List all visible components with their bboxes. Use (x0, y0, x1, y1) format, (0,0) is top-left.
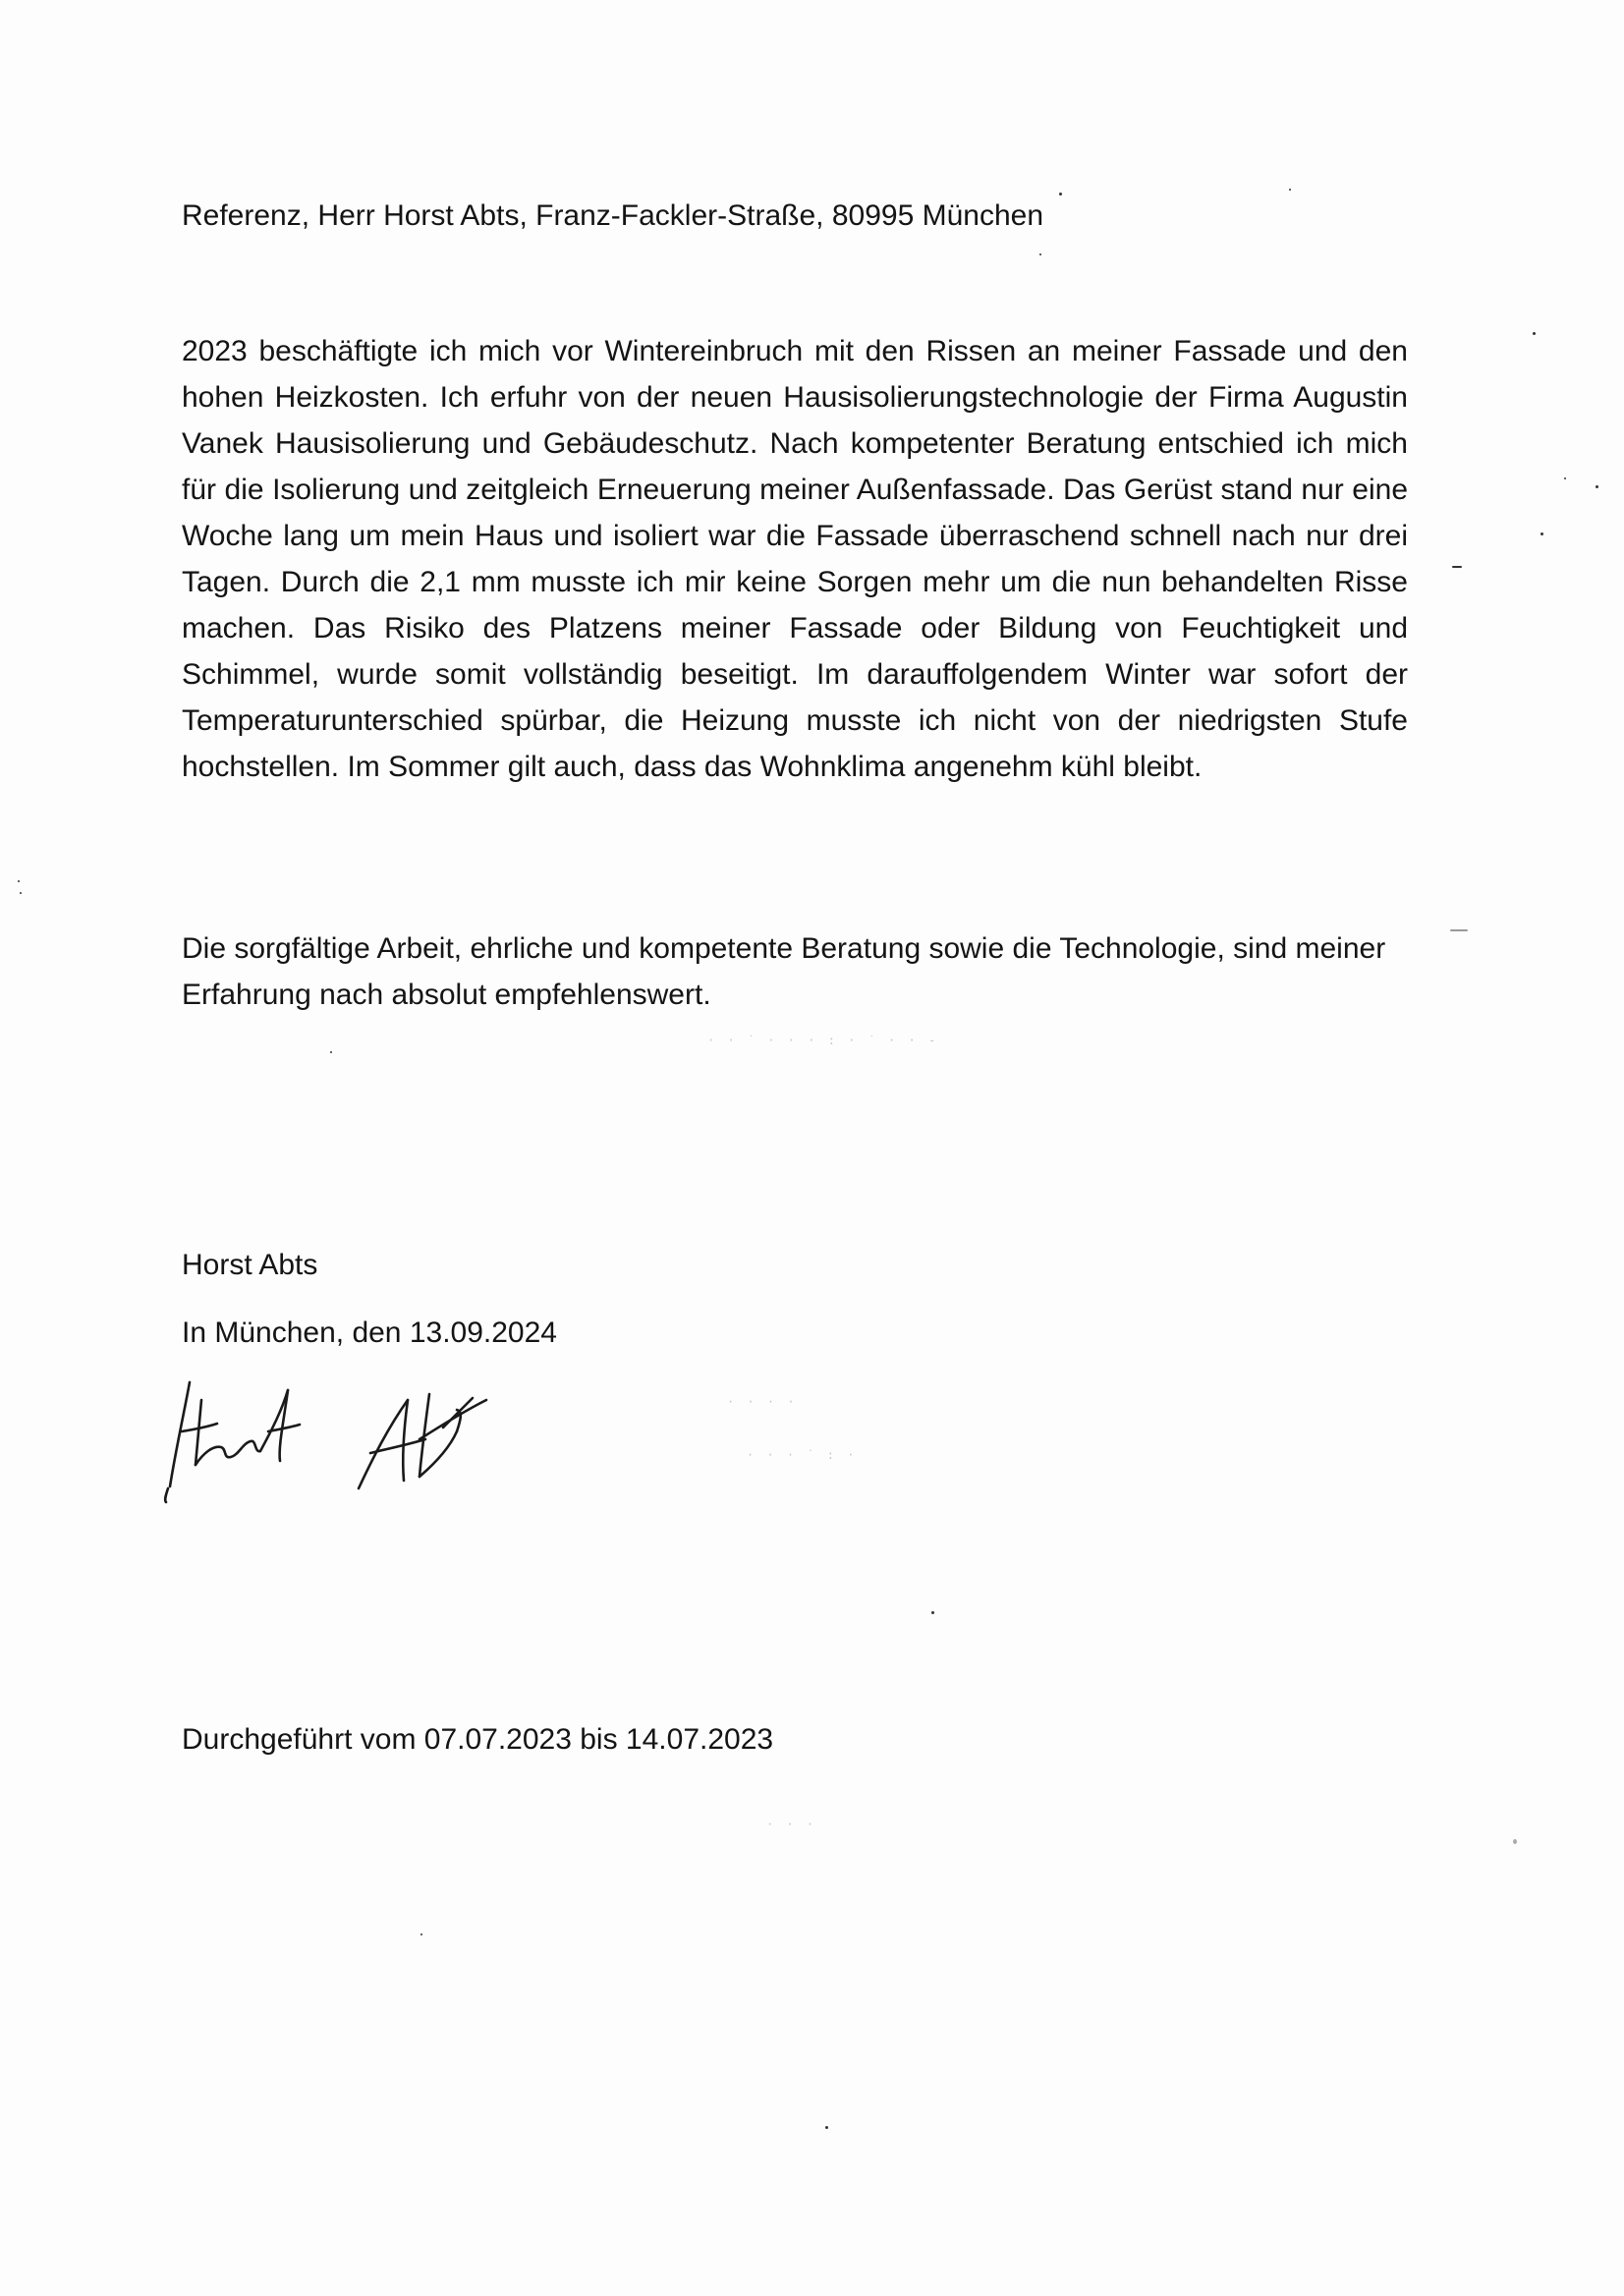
scan-speck (420, 1933, 422, 1935)
scan-speck (1039, 253, 1041, 255)
scan-speck (1564, 477, 1566, 479)
scan-speck (1540, 532, 1543, 535)
scan-speck (20, 892, 22, 894)
body-paragraph: 2023 beschäftigte ich mich vor Wintereinbruch mit den Rissen an meiner Fassade und den hohen Heizkosten. Ich erfuhr von der neuen Hausisolierungstechnologie der Firma Augustin Vanek Hausisolierung und Gebäudeschutz. Nach kompetenter Beratung entschied ich mich für die Isolierung und zeitgleich Erneuerung meiner Außenfassade. Das Gerüst stand nur eine Woche lang um mein Haus und isoliert war die Fassade überraschend schnell nach nur drei Tagen. Durch die 2,1 mm musste ich mir keine Sorgen mehr um die nun behandelten Risse machen. Das Risiko des Platzens meiner Fassade oder Bildung von Feuchtigkeit und Schimmel, wurde somit vollständig beseitigt. Im darauffolgendem Winter war sofort der Temperaturunterschied spürbar, die Heizung musste ich nicht von der niedrigsten Stufe hochstellen. Im Sommer gilt auch, dass das Wohnklima angenehm kühl bleibt. (182, 335, 1408, 783)
scan-speck (1513, 1839, 1517, 1844)
scan-noise: · · · ˙ : · (747, 1448, 858, 1462)
reference-line: Referenz, Herr Horst Abts, Franz-Fackler-Straße, 80995 München (182, 199, 1044, 232)
scan-speck (931, 1611, 934, 1614)
scan-speck (1596, 485, 1598, 488)
scan-speck (825, 2126, 828, 2129)
scan-noise: · · · · (727, 1395, 798, 1409)
scan-speck (1289, 189, 1291, 191)
scan-speck (1533, 332, 1536, 335)
scan-noise: · · ˙ · · · : · ˙ · · - (707, 1034, 939, 1047)
scan-speck (330, 1051, 332, 1053)
scan-speck (1450, 929, 1468, 931)
recommendation-paragraph: Die sorgfältige Arbeit, ehrliche und kompetente Beratung sowie die Technologie, sind meiner Erfahrung nach absolut empfehlenswert. (182, 932, 1386, 1011)
place-and-date: In München, den 13.09.2024 (182, 1316, 557, 1349)
execution-period: Durchgeführt vom 07.07.2023 bis 14.07.2023 (182, 1723, 774, 1756)
scan-speck (1452, 566, 1462, 568)
scan-speck (1059, 193, 1062, 196)
scan-noise: · · · (766, 1818, 817, 1831)
signer-name: Horst Abts (182, 1249, 318, 1281)
scan-speck (18, 880, 20, 882)
handwritten-signature (162, 1371, 555, 1508)
